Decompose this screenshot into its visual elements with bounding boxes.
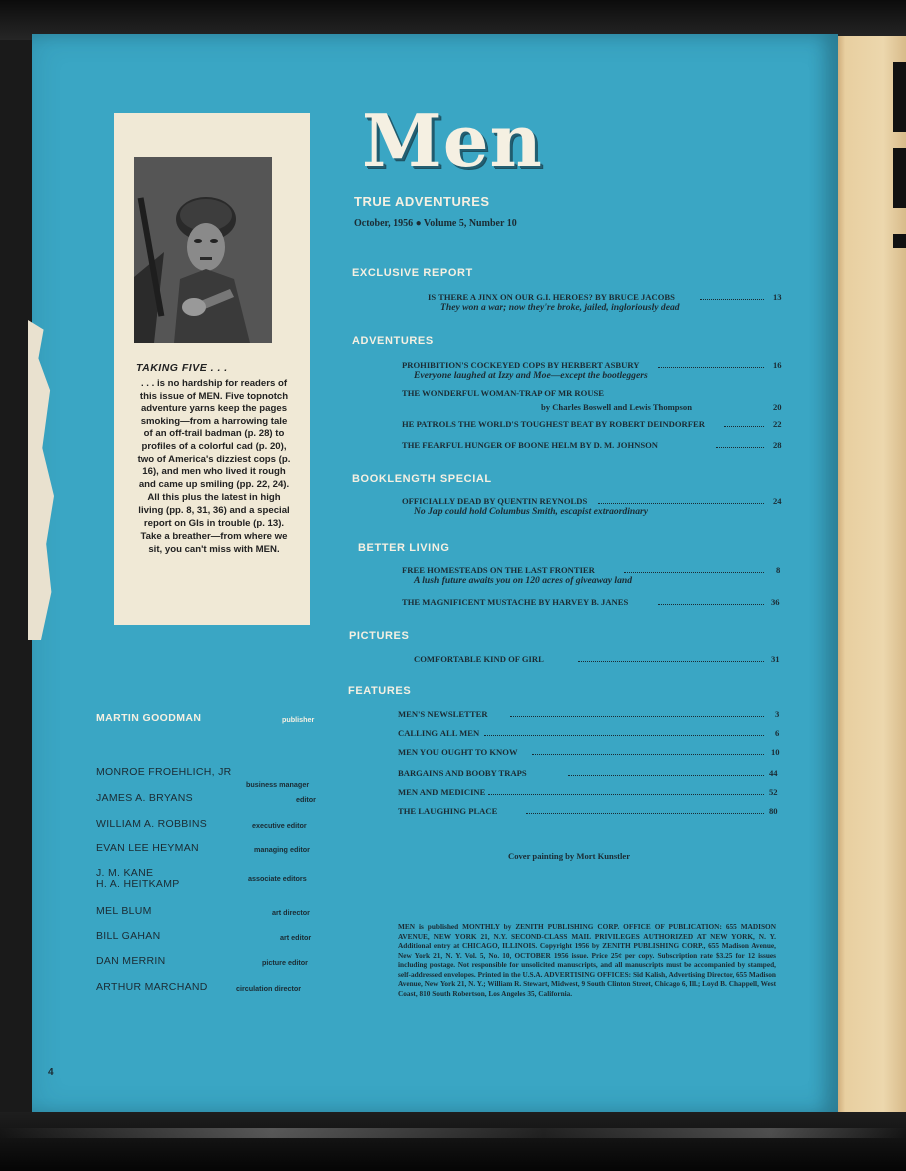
leader-dots	[488, 794, 764, 795]
adjacent-page-letter	[893, 148, 906, 208]
toc-dek: Everyone laughed at Izzy and Moe—except the bootleggers	[414, 370, 648, 381]
staff-name: WILLIAM A. ROBBINS	[96, 818, 208, 830]
staff-role: art director	[272, 908, 310, 917]
toc-entry: THE WONDERFUL WOMAN-TRAP OF MR ROUSE	[402, 388, 605, 398]
publisher-name: MARTIN GOODMAN	[96, 712, 202, 724]
leader-dots	[658, 367, 764, 368]
section-heading-pictures: PICTURES	[349, 630, 410, 642]
leader-dots	[716, 447, 764, 448]
sidebar-blurb	[135, 378, 293, 557]
staff-role: business manager	[246, 780, 310, 789]
leader-dots	[724, 426, 764, 427]
staff-name: H. A. HEITKAMP	[96, 878, 180, 890]
soldier-photo	[134, 157, 272, 343]
staff-name: EVAN LEE HEYMAN	[96, 842, 199, 854]
leader-dots	[598, 503, 764, 504]
page-number: 16	[773, 360, 782, 370]
staff-role: managing editor	[254, 845, 310, 854]
staff-name: DAN MERRIN	[96, 955, 166, 967]
section-heading-exclusive: EXCLUSIVE REPORT	[352, 267, 473, 279]
section-heading-better-living: BETTER LIVING	[358, 542, 450, 554]
cover-credit: Cover painting by Mort Kunstler	[508, 851, 631, 861]
leader-dots	[484, 735, 764, 736]
page-number: 44	[769, 768, 778, 778]
toc-entry: COMFORTABLE KIND OF GIRL	[414, 654, 544, 664]
section-heading-features: FEATURES	[348, 685, 412, 697]
staff-name: J. M. KANE	[96, 867, 154, 879]
magazine-title: Men	[362, 98, 543, 183]
toc-dek: A lush future awaits you on 120 acres of giveaway land	[414, 575, 633, 586]
sidebar-paragraph: . . . is no hardship for readers of this issue of MEN. Five topnotch adventure yarns keep the pages smoking—from a harrowing tale of an off-trail badman (p. 28) to profiles of a colorful cad (p. 20), two of America's dizziest cops (p. 16), and men who lived it rough and came up smiling (pp. 22, 24).	[137, 378, 291, 490]
toc-entry: THE LAUGHING PLACE	[398, 806, 498, 816]
leader-dots	[578, 661, 764, 662]
page-number: 8	[776, 565, 781, 575]
toc-entry: IS THERE A JINX ON OUR G.I. HEROES? BY BRUCE JACOBS	[428, 292, 675, 302]
toc-dek: No Jap could hold Columbus Smith, escapist extraordinary	[414, 506, 649, 517]
leader-dots	[510, 716, 764, 717]
publication-fine-print: MEN is published MONTHLY by ZENITH PUBLISHING CORP. OFFICE OF PUBLICATION: 655 MADISON AVENUE, NEW YORK 21, N.Y. SECOND-CLASS MAIL PRIVILEGES AUTHORIZED AT NEW YORK, N. Y. Additional entry at CHICAGO, ILLINOIS. Copyright 1956 by ZENITH PUBLISHING CORP., 655 Madison Avenue, New York 21, N. Y. Vol. 5, No. 10, OCTOBER 1956 issue. Price 25¢ per copy. Subscription rate $3.25 for 12 issues including postage. Not responsible for unsolicited manuscripts, and all manuscripts must be accompanied by stamped, self-addressed envelopes. Printed in the U.S.A. ADVERTISING OFFICES: Sid Kalish, Advertising Director, 655 Madison Avenue, New York 21, N. Y.; William R. Stewart, Midwest, 9 South Clinton Street, Chicago 6, Ill.; Loyd B. Chappell, West Coast, 810 South Robertson, Los Angeles 35, California.	[398, 922, 776, 998]
staff-name: BILL GAHAN	[96, 930, 161, 942]
scan-background-bottom	[0, 1112, 906, 1171]
staff-role: art editor	[280, 933, 312, 942]
leader-dots	[532, 754, 764, 755]
page-number: 13	[773, 292, 782, 302]
toc-entry: THE MAGNIFICENT MUSTACHE BY HARVEY B. JANES	[402, 597, 629, 607]
issue-line: October, 1956 ● Volume 5, Number 10	[354, 218, 517, 229]
toc-entry: BARGAINS AND BOOBY TRAPS	[398, 768, 527, 778]
staff-name: ARTHUR MARCHAND	[96, 981, 208, 993]
toc-entry: MEN YOU OUGHT TO KNOW	[398, 747, 518, 757]
toc-byline: by Charles Boswell and Lewis Thompson	[541, 402, 692, 412]
page-number: 24	[773, 496, 782, 506]
toc-entry: FREE HOMESTEADS ON THE LAST FRONTIER	[402, 565, 595, 575]
staff-role: associate editors	[248, 874, 307, 883]
sidebar-heading: TAKING FIVE . . .	[136, 362, 228, 374]
toc-dek: They won a war; now they're broke, jailed, ingloriously dead	[440, 302, 680, 313]
page-number: 6	[775, 728, 780, 738]
page-number: 10	[771, 747, 780, 757]
staff-name: JAMES A. BRYANS	[96, 792, 193, 804]
toc-entry: HE PATROLS THE WORLD'S TOUGHEST BEAT BY ROBERT DEINDORFER	[402, 419, 705, 429]
toc-entry: PROHIBITION'S COCKEYED COPS BY HERBERT ASBURY	[402, 360, 640, 370]
toc-entry: MEN'S NEWSLETTER	[398, 709, 488, 719]
staff-name: MONROE FROEHLICH, JR	[96, 766, 232, 778]
page-folio: 4	[48, 1067, 54, 1078]
soldier-illustration-icon	[134, 157, 272, 343]
plastic-sleeve-shine	[0, 1128, 906, 1138]
section-heading-booklength: BOOKLENGTH SPECIAL	[352, 473, 492, 485]
page-number: 31	[771, 654, 780, 664]
toc-entry: CALLING ALL MEN	[398, 728, 480, 738]
page-number: 36	[771, 597, 780, 607]
staff-role: executive editor	[252, 821, 307, 830]
toc-entry: THE FEARFUL HUNGER OF BOONE HELM BY D. M. JOHNSON	[402, 440, 658, 450]
page-number: 52	[769, 787, 778, 797]
staff-role: picture editor	[262, 958, 308, 967]
staff-role: circulation director	[236, 984, 302, 993]
page-number: 20	[773, 402, 782, 412]
page-number: 22	[773, 419, 782, 429]
staff-name: MEL BLUM	[96, 905, 152, 917]
sidebar-paragraph: All this plus the latest in high living (pp. 8, 31, 36) and a special report on GIs in trouble (p. 13).	[138, 492, 290, 529]
leader-dots	[700, 299, 764, 300]
page-number: 3	[775, 709, 780, 719]
sidebar-paragraph: Take a breather—from where we sit, you can't miss with MEN.	[140, 531, 288, 555]
staff-role: editor	[296, 795, 316, 804]
leader-dots	[658, 604, 764, 605]
magazine-subtitle: TRUE ADVENTURES	[354, 194, 490, 209]
toc-entry: OFFICIALLY DEAD BY QUENTIN REYNOLDS	[402, 496, 588, 506]
leader-dots	[568, 775, 764, 776]
adjacent-page-letter	[893, 234, 906, 248]
adjacent-page-letter	[893, 62, 906, 132]
publisher-role: publisher	[282, 715, 315, 724]
page-number: 28	[773, 440, 782, 450]
toc-entry: MEN AND MEDICINE	[398, 787, 486, 797]
section-heading-adventures: ADVENTURES	[352, 335, 434, 347]
leader-dots	[526, 813, 764, 814]
page-number: 80	[769, 806, 778, 816]
leader-dots	[624, 572, 764, 573]
